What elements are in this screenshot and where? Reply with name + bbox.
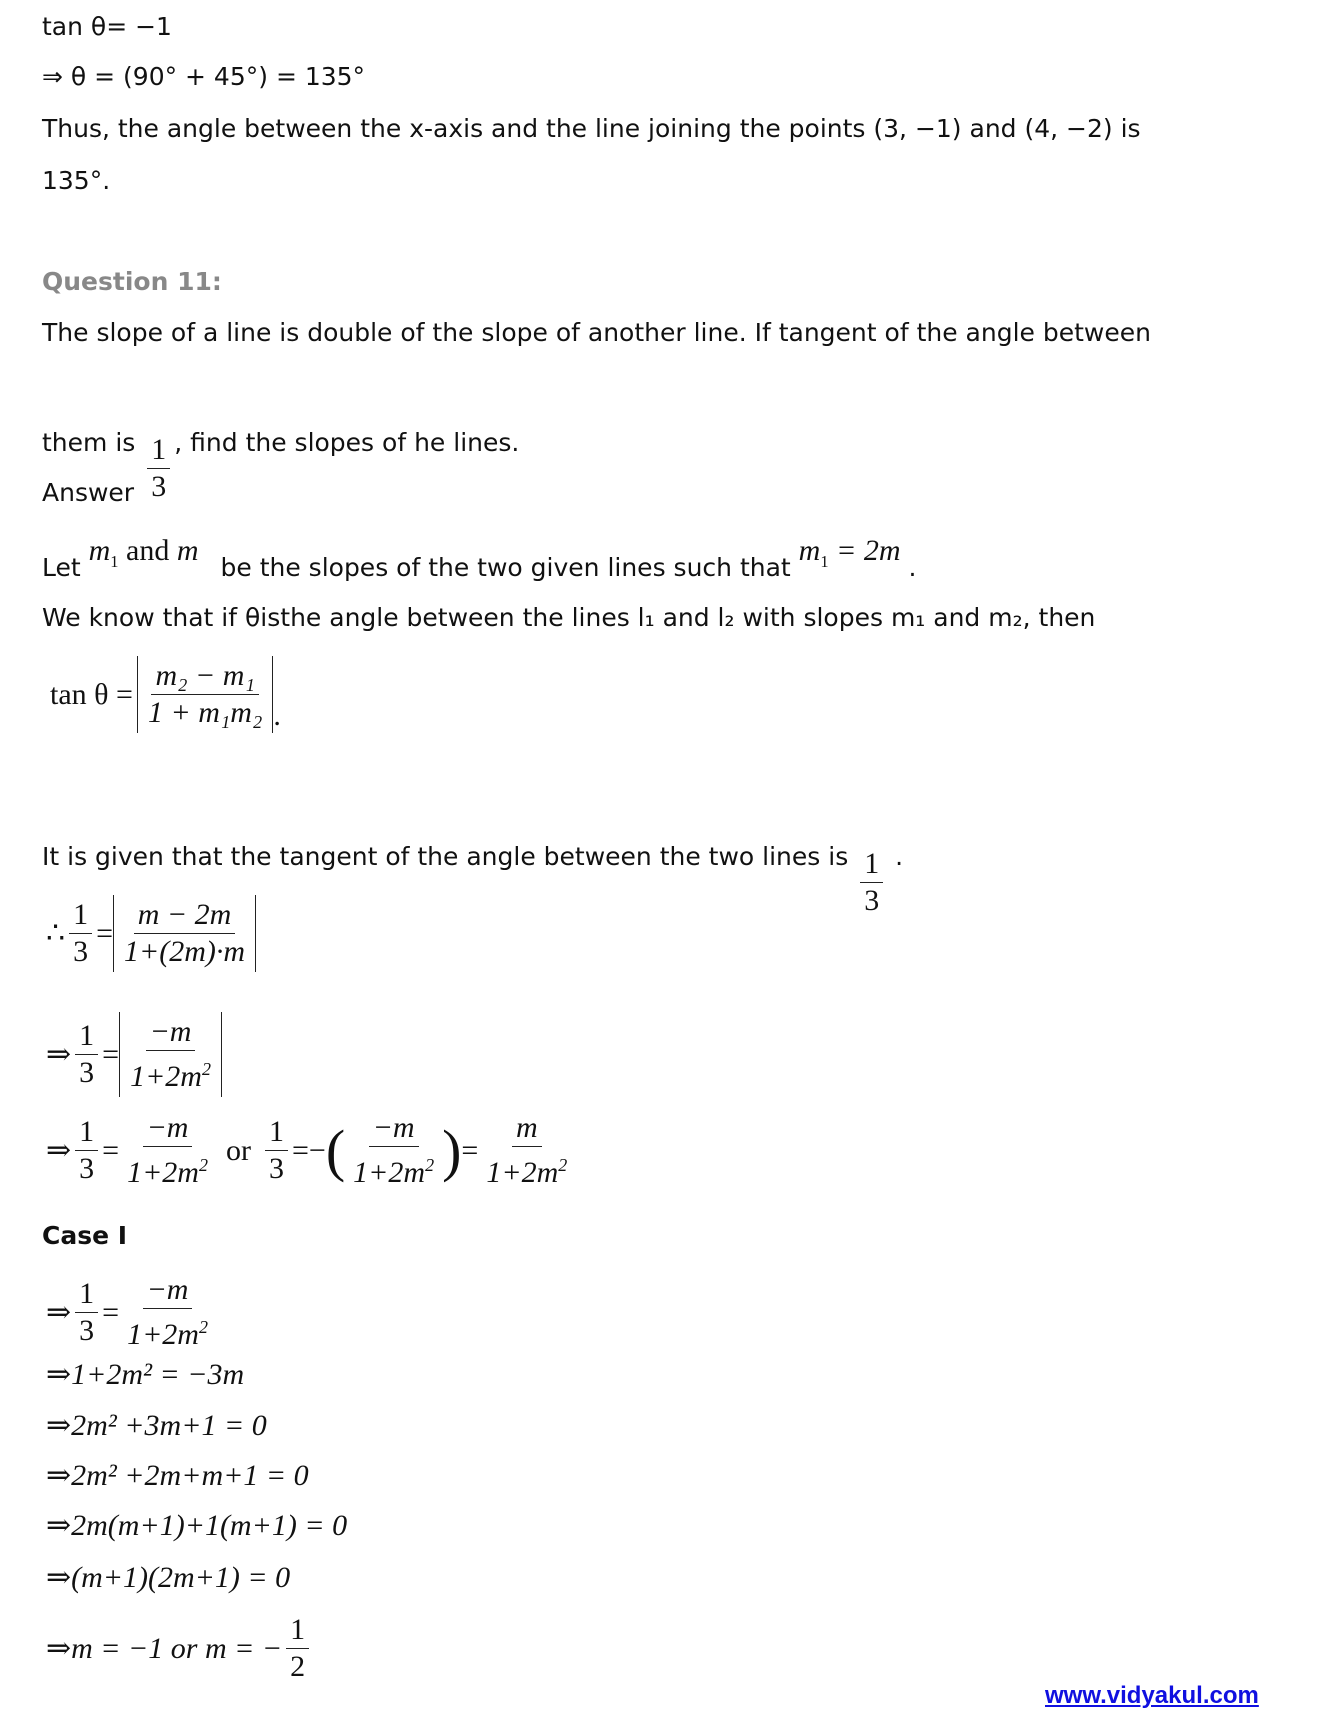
case-step-5 <box>46 1560 290 1595</box>
den: 1+2m <box>353 1156 426 1189</box>
case-step-0 <box>46 1272 216 1353</box>
implies: ⇒ <box>46 1459 72 1492</box>
denominator: 2 <box>290 1650 306 1683</box>
equals: = <box>102 1295 120 1329</box>
numerator: 1 <box>75 1276 98 1313</box>
square: 2 <box>425 1155 435 1175</box>
denominator: 3 <box>79 1152 95 1185</box>
square: 2 <box>201 1059 211 1079</box>
let-word: Let <box>42 553 81 582</box>
question-text-1: The slope of a line is double of the slope of another line. If tangent of the angle between <box>42 318 1151 347</box>
denominator: 3 <box>268 1152 284 1185</box>
fraction-one-third <box>860 846 883 919</box>
numerator: 1 <box>265 1114 288 1151</box>
minus: − <box>308 1133 326 1167</box>
sub: 1 <box>820 552 829 571</box>
numerator: 1 <box>860 846 883 883</box>
denominator: 3 <box>73 935 89 968</box>
m1: m <box>88 534 111 567</box>
prev-line-3: Thus, the angle between the x-axis and the line joining the points (3, −1) and (4, −2) is <box>42 114 1141 143</box>
implies: ⇒ <box>46 1509 72 1542</box>
square: 2 <box>198 1155 208 1175</box>
equation-3: ⇒ $\frac{1}{3}$ = $\frac{-m}{1+2m^2}$ or $\frac{1}{3}$ = − ( $\frac{-m}{1+2m^2}$ ) = $\frac{m}{1+2m^2}$ <box>46 1111 568 1189</box>
numerator: −m <box>369 1110 419 1147</box>
denominator: 1 + m₁m₂ <box>147 696 263 729</box>
numerator: 1 <box>75 1018 98 1055</box>
equation-2 <box>46 1012 222 1097</box>
numerator: −m <box>143 1110 193 1147</box>
given-text: It is given that the tangent of the angle between the two lines is <box>42 842 849 871</box>
let-line <box>42 534 917 593</box>
sub: 1 <box>110 552 119 571</box>
implies: ⇒ <box>46 1632 72 1665</box>
case-step-2 <box>46 1408 267 1443</box>
question-text-2a: them is <box>42 428 136 457</box>
den: 1+2m <box>130 1060 202 1093</box>
abs-value <box>137 656 273 733</box>
let-rest: be the slopes of the two given lines such that <box>220 553 791 582</box>
denominator: 3 <box>79 1314 95 1347</box>
equals: = <box>461 1133 479 1167</box>
step-text: 2m² +2m+m+1 = 0 <box>71 1458 309 1492</box>
step-text: m = −1 or m = − <box>71 1631 283 1665</box>
implies: ⇒ <box>46 1134 72 1167</box>
case-step-6 <box>46 1612 313 1685</box>
period: . <box>908 553 917 582</box>
implies: ⇒ <box>46 1358 72 1391</box>
eq-2m: = 2m <box>828 534 901 567</box>
prev-line-2: ⇒ θ = (90° + 45°) = 135° <box>42 62 366 91</box>
period: . <box>273 699 281 732</box>
case-step-4 <box>46 1508 347 1543</box>
equation-1 <box>46 895 256 972</box>
step-text: 1+2m² = −3m <box>71 1357 245 1391</box>
den: 1+2m <box>486 1156 559 1189</box>
numerator: −m <box>146 1014 196 1051</box>
m1-eq-2m <box>798 534 901 571</box>
numerator: 1 <box>286 1612 309 1649</box>
know-line: We know that if θisthe angle between the lines l₁ and l₂ with slopes m₁ and m₂, then <box>42 603 1096 632</box>
den: 1+2m <box>127 1318 199 1351</box>
denominator: 3 <box>79 1056 95 1089</box>
equals: = <box>96 916 114 950</box>
square: 2 <box>198 1317 208 1337</box>
prev-line-1: tan θ= −1 <box>42 12 172 41</box>
numerator: m₂ − m₁ <box>151 658 258 695</box>
question-heading: Question 11: <box>42 267 222 296</box>
numerator: 1 <box>147 432 170 469</box>
implies: ⇒ <box>46 1561 72 1594</box>
numerator: −m <box>143 1272 193 1309</box>
denominator: 1+(2m)·m <box>124 935 246 968</box>
square: 2 <box>558 1155 568 1175</box>
den: 1+2m <box>127 1156 199 1189</box>
m1-and-m <box>88 534 199 571</box>
tan-formula <box>50 656 281 733</box>
abs-value <box>119 1012 222 1097</box>
implies: ⇒ <box>46 1409 72 1442</box>
case-heading: Case I <box>42 1221 128 1250</box>
fraction-one-third <box>147 432 170 505</box>
period: . <box>887 842 904 871</box>
numerator: m − 2m <box>134 897 236 934</box>
denominator: 3 <box>864 884 880 917</box>
or: or <box>225 1133 251 1167</box>
case-step-3 <box>46 1458 309 1493</box>
implies: ⇒ <box>46 1038 72 1071</box>
m1: m <box>798 534 821 567</box>
tan-theta: tan θ = <box>50 677 133 711</box>
therefore: ∴ <box>46 917 66 950</box>
prev-line-4: 135°. <box>42 166 111 195</box>
numerator: m <box>512 1110 542 1147</box>
question-text-2b: , find the slopes of he lines. <box>174 428 520 457</box>
implies: ⇒ <box>46 1296 72 1329</box>
and: and <box>118 534 177 567</box>
m: m <box>176 534 199 567</box>
abs-value <box>113 895 256 972</box>
numerator: 1 <box>75 1114 98 1151</box>
equals: = <box>102 1037 120 1071</box>
case-step-1 <box>46 1357 244 1392</box>
equals: = <box>102 1133 120 1167</box>
step-text: 2m(m+1)+1(m+1) = 0 <box>71 1508 348 1542</box>
equals: = <box>291 1133 309 1167</box>
numerator: 1 <box>69 897 92 934</box>
answer-label: Answer <box>42 478 135 507</box>
denominator: 3 <box>151 470 167 503</box>
step-text: 2m² +3m+1 = 0 <box>71 1408 267 1442</box>
vidyakul-link[interactable]: www.vidyakul.com <box>1045 1682 1259 1709</box>
step-text: (m+1)(2m+1) = 0 <box>71 1560 291 1594</box>
